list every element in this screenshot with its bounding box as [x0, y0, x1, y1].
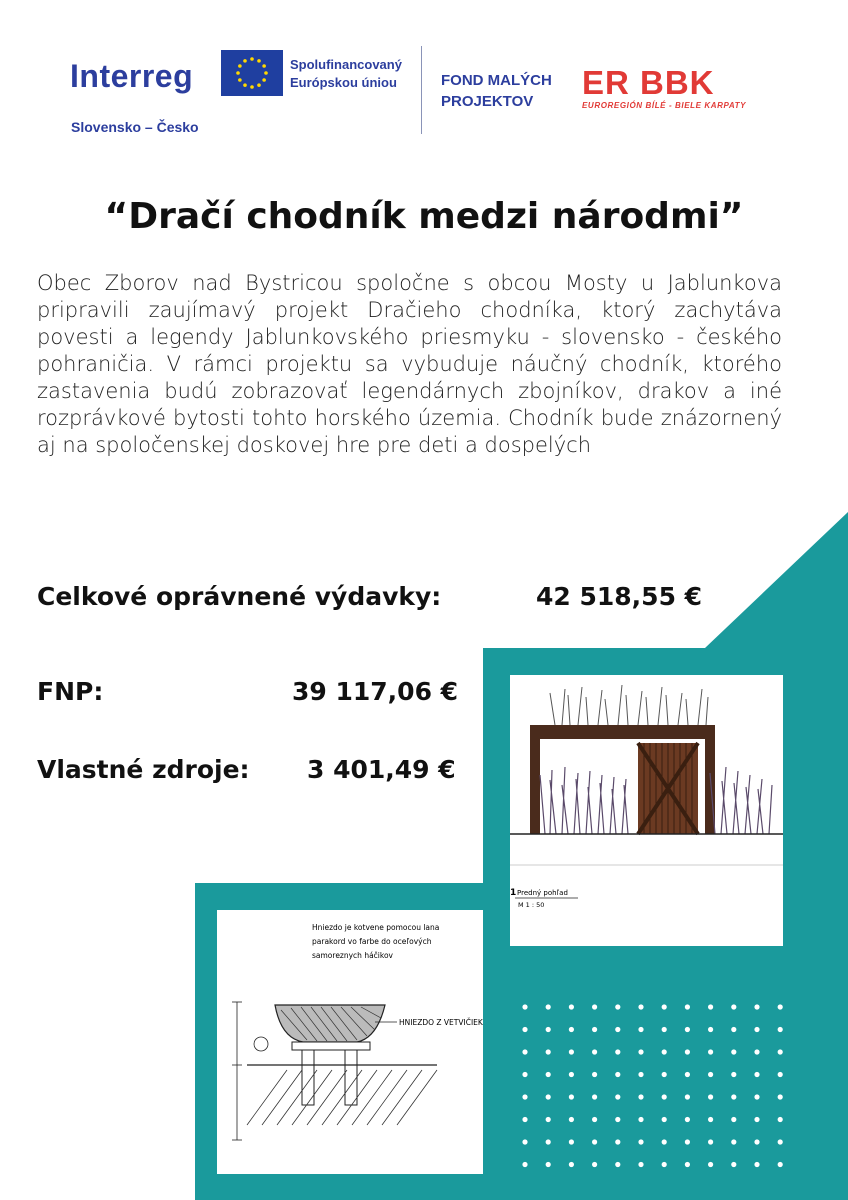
erbbk-subtitle: EUROREGIÓN BÍLÉ - BIELE KARPATY	[582, 101, 747, 110]
nest-label: HNIEZDO Z VETVIČIEK	[399, 1018, 483, 1027]
decor-dot	[708, 1162, 713, 1167]
drawing-scale: M 1 : 50	[518, 901, 545, 909]
decor-dot	[638, 1117, 643, 1122]
decor-dot	[754, 1049, 759, 1054]
decor-dot	[569, 1162, 574, 1167]
interreg-subtitle: Slovensko – Česko	[71, 119, 199, 135]
decor-dot	[754, 1139, 759, 1144]
decor-dot	[592, 1117, 597, 1122]
decor-dot	[708, 1117, 713, 1122]
support-beam	[292, 1042, 370, 1050]
eu-line1: Spolufinancovaný	[290, 57, 402, 72]
eu-star-icon	[243, 59, 247, 63]
decor-dot	[778, 1117, 783, 1122]
decor-dot	[546, 1072, 551, 1077]
decor-dot	[546, 1027, 551, 1032]
decor-dot	[778, 1162, 783, 1167]
decor-dot	[615, 1072, 620, 1077]
decor-dot	[754, 1117, 759, 1122]
decor-dot	[569, 1049, 574, 1054]
header-divider	[421, 46, 422, 134]
decor-dot	[569, 1072, 574, 1077]
gazebo-drawing	[510, 675, 783, 946]
project-description: Obec Zborov nad Bystricou spoločne s obcou Mosty u Jablunkova pripravili zaujímavý projekt Dračieho chodníka, ktorý zachytáva povesti a legendy Jablunkovského priesmyku - slovensko - českého pohraničia. V rámci projektu sa vybuduje náučný chodník, ktorého zastavenia budú zobrazovať legendárnych zbojníkov, drakov a iné rozprávkové bytosti tohto horského územia. Chodník bude znázornený aj na spoločenskej doskovej hre pre deti a dospelých	[37, 271, 782, 457]
post-right	[345, 1050, 357, 1105]
decor-dot	[685, 1027, 690, 1032]
decor-dot	[546, 1049, 551, 1054]
decor-dot	[754, 1162, 759, 1167]
decor-dot	[592, 1094, 597, 1099]
nest-drawing	[217, 910, 483, 1174]
decor-dot	[638, 1027, 643, 1032]
own-resources-label: Vlastné zdroje:	[37, 755, 250, 784]
interreg-logo: Interreg	[70, 58, 194, 94]
decor-dot	[708, 1139, 713, 1144]
decor-dot	[638, 1162, 643, 1167]
eu-star-icon	[238, 78, 242, 82]
eu-star-icon	[250, 85, 254, 89]
decor-dot	[522, 1027, 527, 1032]
erbbk-logo: ER BBK	[582, 64, 715, 101]
decor-dot	[662, 1094, 667, 1099]
decor-dot	[731, 1072, 736, 1077]
decor-dot	[569, 1004, 574, 1009]
gazebo-drawing-image	[510, 675, 783, 946]
decor-dot	[546, 1117, 551, 1122]
eu-star-icon	[262, 64, 266, 68]
decor-dot	[592, 1004, 597, 1009]
decor-dot	[569, 1117, 574, 1122]
fund-line1: FOND MALÝCH	[441, 72, 552, 89]
decor-dot	[778, 1004, 783, 1009]
decor-dot	[569, 1094, 574, 1099]
eu-star-icon	[257, 59, 261, 63]
decor-dot	[662, 1072, 667, 1077]
decor-dot	[685, 1162, 690, 1167]
decor-dot	[615, 1004, 620, 1009]
own-resources-value: 3 401,49 €	[307, 755, 456, 784]
decor-dot	[731, 1139, 736, 1144]
decor-dot	[685, 1049, 690, 1054]
decor-dot	[754, 1004, 759, 1009]
eu-line2: Európskou úniou	[290, 75, 397, 90]
decor-dot	[522, 1162, 527, 1167]
decor-dot	[522, 1139, 527, 1144]
total-expenses-label: Celkové oprávnené výdavky:	[37, 582, 442, 611]
decor-dot	[546, 1139, 551, 1144]
total-expenses-value: 42 518,55 €	[536, 582, 703, 611]
decor-dot	[546, 1162, 551, 1167]
decor-dot	[638, 1139, 643, 1144]
note-line3: samoreznych háčikov	[312, 951, 393, 960]
decor-dot	[592, 1139, 597, 1144]
eu-star-icon	[238, 64, 242, 68]
decor-dot	[685, 1004, 690, 1009]
decor-dot	[731, 1027, 736, 1032]
decor-dot	[662, 1139, 667, 1144]
decor-dot	[569, 1027, 574, 1032]
decor-dot	[685, 1139, 690, 1144]
decor-dot	[731, 1004, 736, 1009]
decor-dot	[754, 1027, 759, 1032]
decor-dot	[615, 1049, 620, 1054]
decor-dot	[615, 1027, 620, 1032]
nest-drawing-image	[217, 910, 483, 1174]
fnp-label: FNP:	[37, 677, 104, 706]
decor-dot	[662, 1049, 667, 1054]
decor-dot	[778, 1049, 783, 1054]
decor-dot	[592, 1162, 597, 1167]
decor-dot	[522, 1004, 527, 1009]
eu-star-icon	[262, 78, 266, 82]
decor-dot	[662, 1162, 667, 1167]
fnp-value: 39 117,06 €	[292, 677, 459, 706]
fund-line2: PROJEKTOV	[441, 93, 534, 110]
decor-dot	[731, 1117, 736, 1122]
decor-dot	[754, 1094, 759, 1099]
eu-cofinanced-text	[290, 56, 402, 92]
eu-star-icon	[250, 57, 254, 61]
decor-dot	[615, 1162, 620, 1167]
decor-dot	[662, 1117, 667, 1122]
decor-dot	[546, 1004, 551, 1009]
decor-dot	[754, 1072, 759, 1077]
decor-dot	[638, 1004, 643, 1009]
decor-dot	[778, 1139, 783, 1144]
decor-dot	[592, 1049, 597, 1054]
eu-star-icon	[243, 83, 247, 87]
decor-dot	[685, 1094, 690, 1099]
note-line1: Hniezdo je kotvene pomocou lana	[312, 923, 440, 932]
decor-dot	[522, 1117, 527, 1122]
roof-beam	[530, 725, 715, 739]
decor-dot	[778, 1072, 783, 1077]
eu-flag-icon	[221, 50, 283, 96]
decor-dot	[662, 1027, 667, 1032]
decor-dot	[708, 1094, 713, 1099]
decor-dot	[569, 1139, 574, 1144]
decor-dot	[638, 1072, 643, 1077]
left-post	[530, 739, 540, 834]
decor-dot	[778, 1094, 783, 1099]
decor-dot	[615, 1094, 620, 1099]
decor-dot	[615, 1139, 620, 1144]
decor-dot	[546, 1094, 551, 1099]
decor-dot	[685, 1072, 690, 1077]
note-line2: parakord vo farbe do oceľových	[312, 937, 432, 946]
fund-logo	[441, 70, 552, 112]
decor-dot	[592, 1072, 597, 1077]
decor-dot	[592, 1027, 597, 1032]
drawing-caption: Predný pohľad	[517, 889, 568, 897]
decor-dot	[522, 1094, 527, 1099]
decor-dot	[662, 1004, 667, 1009]
decor-dot	[522, 1049, 527, 1054]
page-title: “Dračí chodník medzi národmi”	[104, 196, 744, 237]
decor-dot	[731, 1162, 736, 1167]
decor-dot	[708, 1027, 713, 1032]
decor-dot	[708, 1049, 713, 1054]
eu-star-icon	[257, 83, 261, 87]
decor-dot	[638, 1094, 643, 1099]
decor-dot	[638, 1049, 643, 1054]
drawing-index: 1	[510, 888, 517, 898]
eu-star-icon	[264, 71, 268, 75]
decor-dot	[685, 1117, 690, 1122]
decor-dot	[708, 1072, 713, 1077]
decor-dot	[731, 1049, 736, 1054]
eu-star-icon	[236, 71, 240, 75]
decor-dot	[778, 1027, 783, 1032]
decor-dot	[615, 1117, 620, 1122]
decor-dot	[708, 1004, 713, 1009]
decor-dot	[522, 1072, 527, 1077]
decor-dot	[731, 1094, 736, 1099]
